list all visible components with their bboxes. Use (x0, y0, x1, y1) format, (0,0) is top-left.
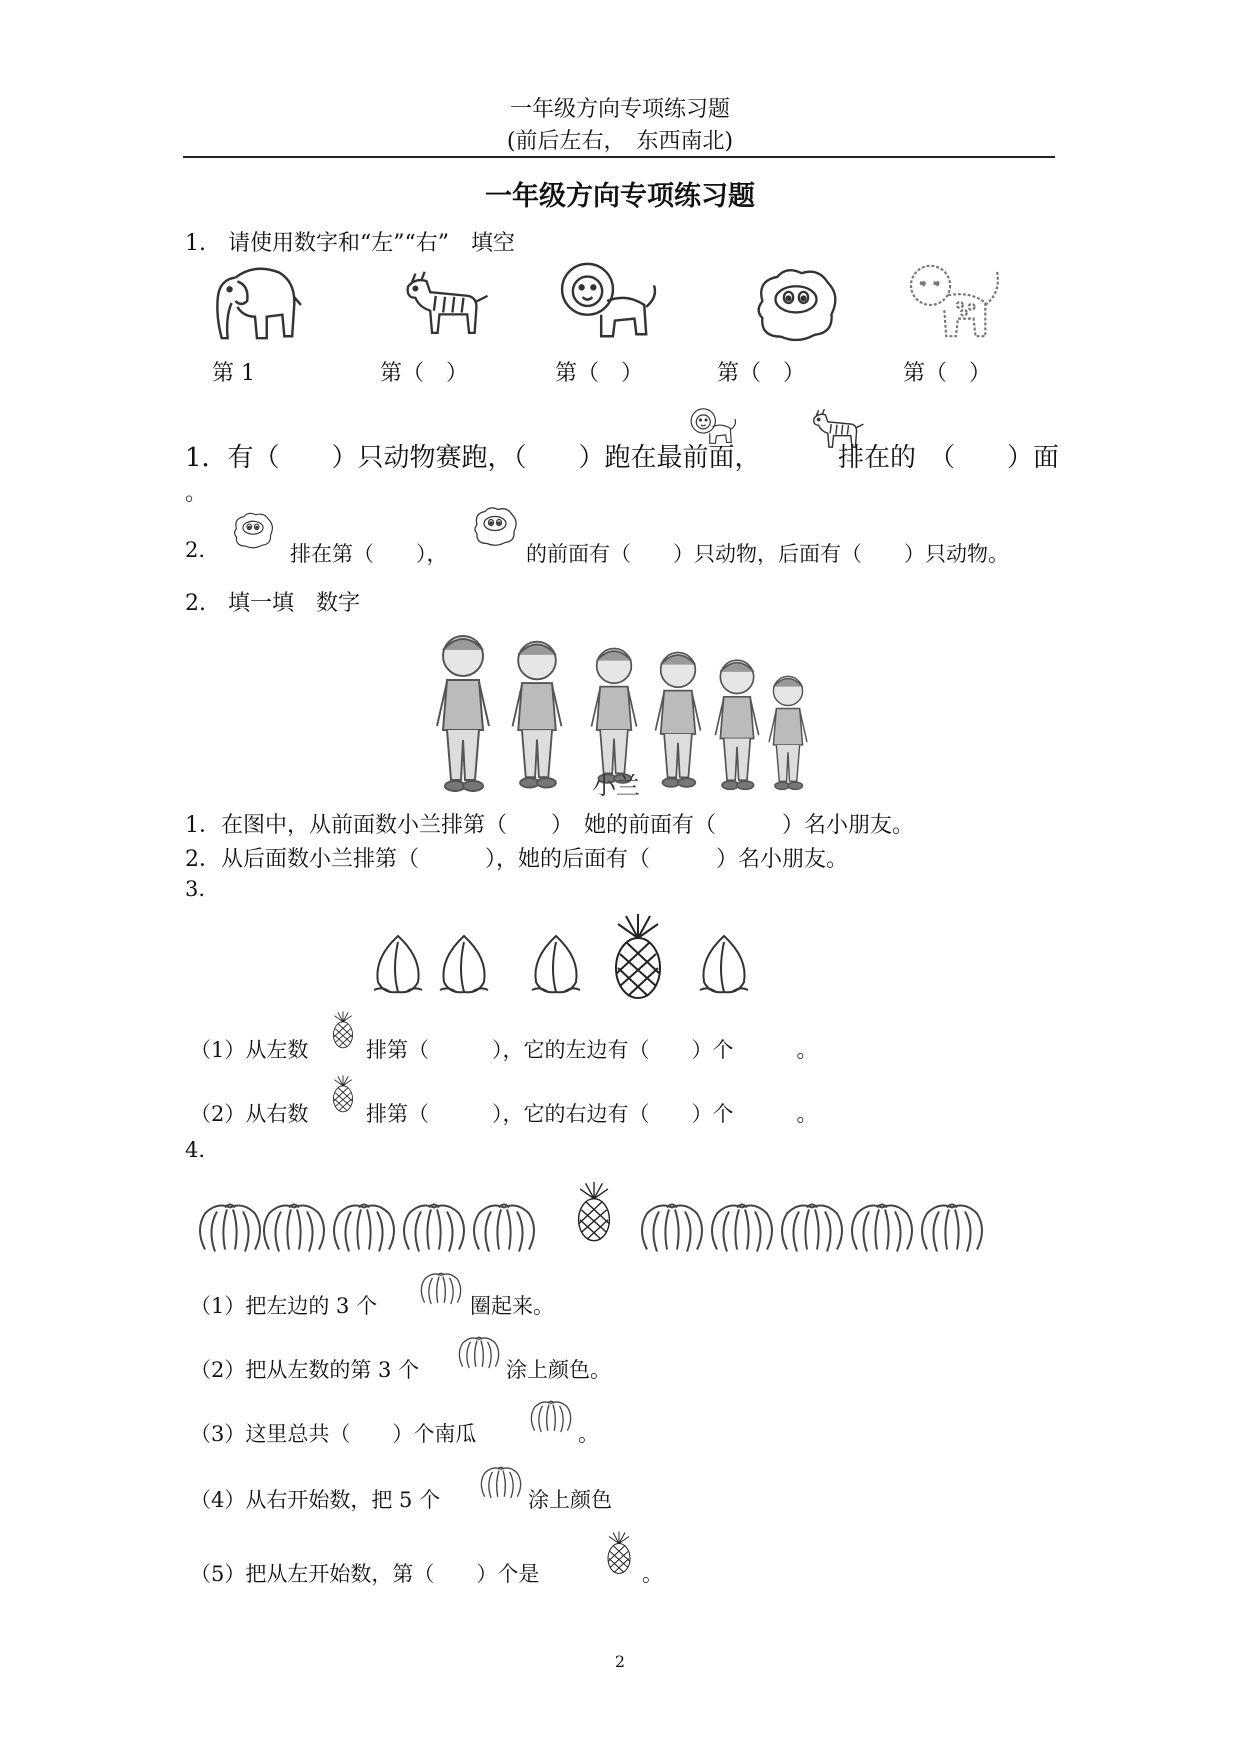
pumpkin-small-icon (418, 1270, 464, 1306)
peach-icon (694, 930, 754, 1000)
section4-q2-text: （2）把从左数的第 3 个 (190, 1358, 420, 1382)
section4-q3-text-end: 。 (578, 1422, 599, 1446)
peach-icon (434, 930, 494, 1000)
section1-q1-text-end: 排在的 （ ）面 (838, 443, 1060, 473)
section3-q1-text: （1）从左数 (190, 1038, 309, 1062)
peach-icon (526, 930, 586, 1000)
section4-number: 4. (185, 1138, 206, 1162)
lion-picture (555, 258, 665, 346)
sheep-small-icon-2 (470, 500, 520, 552)
section4-q1-text-end: 圈起来。 (470, 1294, 554, 1318)
page-title: 一年级方向专项练习题 (485, 181, 755, 212)
pineapple-small-icon (330, 1074, 356, 1114)
child-figure (508, 636, 566, 796)
pumpkin-small-icon (456, 1334, 502, 1370)
section4-q1-text: （1）把左边的 3 个 (190, 1294, 378, 1318)
pumpkin-icon (195, 1198, 265, 1256)
fruit-row-picture (362, 908, 802, 1004)
header-subtitle: (前后左右， 东西南北) (506, 129, 734, 154)
section3-q2-text: （2）从右数 (190, 1102, 309, 1126)
children-line-picture (430, 628, 815, 800)
pumpkin-small-icon (528, 1398, 574, 1434)
section4-q5-text: （5）把从左开始数，第（ ）个是 (190, 1562, 540, 1586)
peach-icon (368, 930, 428, 1000)
pumpkin-icon (707, 1198, 777, 1256)
section4-q4-text-end: 涂上颜色 (528, 1488, 612, 1512)
pineapple-small-icon (604, 1530, 634, 1576)
section1-q2-number: 2. (185, 538, 206, 562)
section2-q1: 1．在图中，从前面数小兰排第（ ） 她的前面有（ ）名小朋友。 (185, 813, 914, 838)
pineapple-icon (608, 912, 668, 1002)
leopard-picture (900, 258, 1010, 346)
section1-q1-text: 1．有（ ）只动物赛跑，（ ）跑在最前面， (185, 443, 761, 473)
sheep-small-icon (230, 508, 276, 552)
child-figure (432, 630, 494, 800)
animal-position-label-2: 第（ ） (380, 361, 469, 386)
header-rule (183, 156, 1055, 158)
pumpkin-small-icon (478, 1464, 524, 1500)
pumpkin-icon (399, 1198, 469, 1256)
header-title: 一年级方向专项练习题 (509, 97, 730, 122)
section1-q1-period: 。 (185, 481, 208, 506)
sheep-picture (748, 262, 844, 346)
pineapple-small-icon (330, 1010, 356, 1050)
elephant-picture (205, 258, 305, 346)
xiaolan-caption: 小兰 (592, 772, 640, 800)
section4-q4-text: （4）从右开始数，把 5 个 (190, 1488, 441, 1512)
section3-q1-text-end: 排第（ ），它的左边有（ ）个 。 (366, 1038, 818, 1062)
section2-q2: 2．从后面数小兰排第（ ），她的后面有（ ）名小朋友。 (185, 847, 848, 872)
pumpkin-row-picture (195, 1180, 1005, 1260)
page-number: 2 (614, 1652, 626, 1671)
section1-heading: 1. 请使用数字和“左”“右” 填空 (185, 231, 515, 256)
section1-q2-text: 排在第（ ）， (290, 542, 448, 566)
pumpkin-icon (917, 1198, 987, 1256)
section3-q2-text-end: 排第（ ），它的右边有（ ）个 。 (366, 1102, 818, 1126)
animal-position-label-4: 第（ ） (717, 361, 806, 386)
pumpkin-icon (777, 1198, 847, 1256)
pumpkin-icon (469, 1198, 539, 1256)
section4-q2-text-end: 涂上颜色。 (506, 1358, 611, 1382)
animal-position-label-3: 第（ ） (555, 361, 644, 386)
lion-small-icon (688, 406, 740, 448)
zebra-picture (395, 270, 495, 344)
child-figure (766, 672, 810, 796)
child-figure (712, 654, 762, 798)
section4-q5-text-end: 。 (642, 1562, 663, 1586)
pumpkin-icon (637, 1198, 707, 1256)
section4-q3-text: （3）这里总共（ ）个南瓜 (190, 1422, 477, 1446)
animal-position-label-5: 第（ ） (903, 361, 992, 386)
section2-heading: 2. 填一填 数字 (185, 591, 360, 616)
section3-number: 3. (185, 877, 206, 901)
pumpkin-icon (329, 1198, 399, 1256)
child-figure (652, 646, 704, 796)
animal-position-label-1: 第 1 (212, 361, 255, 386)
pumpkin-icon (847, 1198, 917, 1256)
pineapple-icon (573, 1180, 615, 1244)
section1-q2-text-end: 的前面有（ ）只动物，后面有（ ）只动物。 (526, 542, 1009, 566)
pumpkin-icon (259, 1198, 329, 1256)
